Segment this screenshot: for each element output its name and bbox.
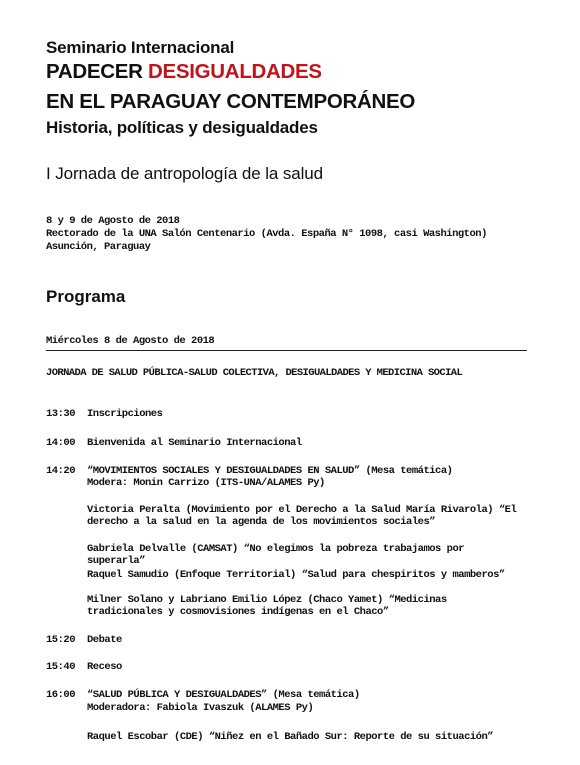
item-time: 13:30 xyxy=(46,408,76,420)
item-text: Inscripciones xyxy=(87,408,163,420)
talk-entry: Gabriela Delvalle (CAMSAT) “No elegimos la pobreza trabajamos por superarla” xyxy=(87,543,465,567)
title-black-part: PADECER xyxy=(46,60,149,83)
programa-heading: Programa xyxy=(46,287,126,306)
event-city: Asunción, Paraguay xyxy=(46,241,151,253)
talk-entry: Raquel Samudio (Enfoque Territorial) “Salud para chespiritos y mamberos” xyxy=(87,569,505,581)
item-time: 14:20 xyxy=(46,465,76,477)
item-text: “MOVIMIENTOS SOCIALES Y DESIGUALDADES EN SALUD” (Mesa temática) xyxy=(87,465,453,477)
seminar-subtitle: Historia, políticas y desigualdades xyxy=(46,118,318,137)
event-info xyxy=(46,215,487,254)
item-moderator: Moderadora: Fabiola Ivaszuk (ALAMES Py) xyxy=(87,702,314,714)
talk-entry: Milner Solano y Labriano Emilio López (Chaco Yamet) “Medicinas tradicionales y cosmovisiones indígenas en el Chaco” xyxy=(87,594,447,618)
event-dates: 8 y 9 de Agosto de 2018 xyxy=(46,215,180,227)
title-red-part: DESIGUALDADES xyxy=(148,60,322,83)
event-venue: Rectorado de la UNA Salón Centenario (Avda. España N° 1098, casi Washington) xyxy=(46,228,487,240)
item-moderator: Modera: Monin Carrizo (ITS-UNA/ALAMES Py) xyxy=(87,477,325,489)
item-text: Receso xyxy=(87,661,122,673)
jornada-title: I Jornada de antropología de la salud xyxy=(46,164,324,183)
divider-line xyxy=(46,350,527,351)
seminar-title-line1 xyxy=(46,60,322,84)
seminar-title-line2: EN EL PARAGUAY CONTEMPORÁNEO xyxy=(46,90,416,113)
day-heading: Miércoles 8 de Agosto de 2018 xyxy=(46,335,215,347)
item-time: 15:40 xyxy=(46,661,76,673)
item-text: Bienvenida al Seminario Internacional xyxy=(87,437,302,449)
talk-entry: Raquel Escobar (CDE) “Niñez en el Bañado Sur: Reporte de su situación” xyxy=(87,731,494,743)
item-text: “SALUD PÚBLICA Y DESIGUALDADES” (Mesa temática) xyxy=(87,689,360,701)
section-title: JORNADA DE SALUD PÚBLICA-SALUD COLECTIVA, DESIGUALDADES Y MEDICINA SOCIAL xyxy=(46,367,463,379)
item-text: Debate xyxy=(87,634,122,646)
seminar-label: Seminario Internacional xyxy=(46,38,235,57)
item-time: 16:00 xyxy=(46,689,76,701)
item-time: 14:00 xyxy=(46,437,76,449)
item-time: 15:20 xyxy=(46,634,76,646)
talk-entry: Victoria Peralta (Movimiento por el Derecho a la Salud María Rivarola) “El derecho a la salud en la agenda de los movimientos sociales” xyxy=(87,504,517,528)
